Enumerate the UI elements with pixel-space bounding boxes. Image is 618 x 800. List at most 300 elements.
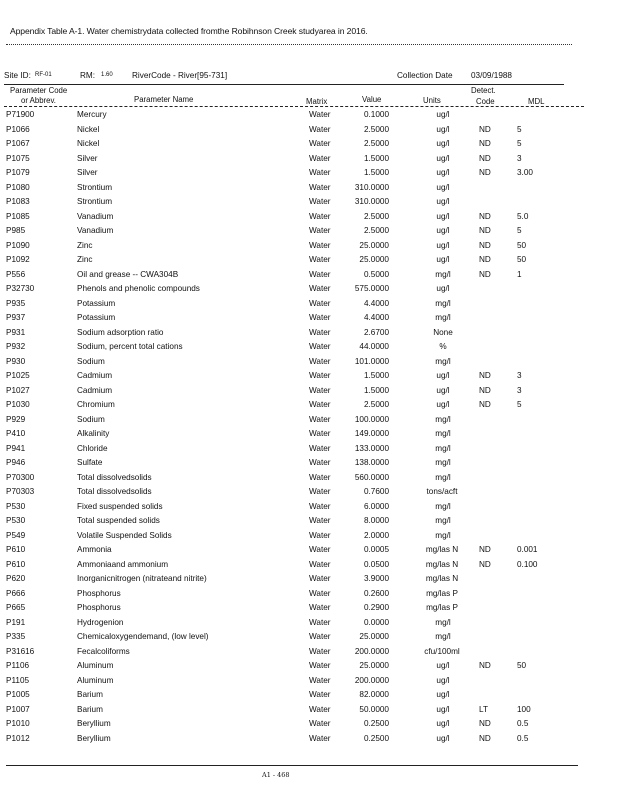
matrix-cell: Water (309, 269, 331, 279)
units-cell: mg/l (435, 472, 451, 482)
parameter-code-cell: P1010 (6, 719, 30, 728)
units-cell: ug/l (436, 385, 450, 395)
parameter-name-cell: Sodium (77, 414, 105, 424)
table-row (0, 589, 618, 604)
units-cell: ug/l (436, 211, 450, 221)
value-cell: 1.5000 (363, 385, 389, 395)
units-cell: % (439, 342, 447, 351)
table-row (0, 661, 618, 676)
parameter-code-cell: P1012 (6, 733, 30, 743)
parameter-name-cell: Phosphorus (77, 588, 121, 598)
units-cell: mg/l (435, 617, 451, 627)
units-cell: ug/l (436, 675, 450, 685)
units-cell: mg/l (435, 501, 451, 511)
detect-code-cell: ND (479, 719, 491, 728)
parameter-code-cell: P32730 (6, 284, 35, 293)
matrix-cell: Water (309, 110, 331, 119)
value-cell: 1.5000 (363, 371, 389, 380)
mdl-cell: 5 (517, 400, 522, 409)
units-cell: mg/l (435, 269, 451, 279)
units-cell: mg/l (435, 356, 451, 366)
matrix-cell: Water (309, 661, 331, 670)
table-row (0, 574, 618, 589)
detect-code-cell: ND (479, 400, 491, 409)
matrix-cell: Water (309, 255, 331, 264)
table-row (0, 632, 618, 647)
parameter-name-cell: Ammonia (77, 545, 112, 554)
parameter-code-cell: P1025 (6, 371, 30, 380)
matrix-cell: Water (309, 603, 331, 612)
value-cell: 50.0000 (359, 704, 389, 714)
units-cell: ug/l (436, 182, 450, 192)
value-cell: 0.2500 (363, 733, 389, 743)
table-row (0, 516, 618, 531)
header-mdl: MDL (528, 97, 545, 106)
mdl-cell: 3 (517, 371, 522, 380)
table-row (0, 284, 618, 299)
units-cell: ug/l (436, 124, 450, 134)
parameter-name-cell: Cadmium (77, 385, 113, 395)
value-cell: 2.5000 (363, 139, 389, 148)
units-cell: mg/las N (425, 545, 459, 554)
parameter-code-cell: P929 (6, 414, 26, 424)
value-cell: 25.0000 (359, 632, 389, 641)
parameter-code-cell: P946 (6, 458, 26, 467)
matrix-cell: Water (309, 458, 331, 467)
table-title: Appendix Table A-1. Water chemistrydata collected fromthe Robihnson Creek studyarea in 2016. (10, 26, 368, 36)
value-cell: 3.9000 (363, 574, 389, 583)
value-cell: 0.7600 (363, 487, 389, 496)
parameter-name-cell: Beryllium (77, 719, 111, 728)
parameter-name-cell: Sulfate (77, 458, 103, 467)
table-row (0, 226, 618, 241)
site-id-label: Site ID: (4, 71, 31, 80)
header-parameter-code: Parameter Code (10, 86, 68, 95)
matrix-cell: Water (309, 124, 331, 134)
parameter-name-cell: Inorganicnitrogen (nitrateand nitrite) (77, 574, 207, 583)
parameter-code-cell: P1105 (6, 675, 30, 685)
parameter-name-cell: Chloride (77, 443, 108, 453)
detect-code-cell: ND (479, 545, 491, 554)
matrix-cell: Water (309, 139, 331, 148)
table-row (0, 502, 618, 517)
footer-divider (6, 765, 578, 766)
mdl-cell: 50 (517, 661, 527, 670)
matrix-cell: Water (309, 385, 331, 395)
table-row (0, 444, 618, 459)
units-cell: tons/acft (426, 487, 458, 496)
parameter-name-cell: Alkalinity (77, 429, 110, 438)
mdl-cell: 0.5 (517, 719, 529, 728)
matrix-cell: Water (309, 617, 331, 627)
units-cell: ug/l (436, 255, 450, 264)
matrix-cell: Water (309, 704, 331, 714)
parameter-name-cell: Fixed suspended solids (77, 501, 163, 511)
matrix-cell: Water (309, 675, 331, 685)
value-cell: 575.0000 (354, 284, 389, 293)
table-row (0, 212, 618, 227)
table-row (0, 125, 618, 140)
matrix-cell: Water (309, 371, 331, 380)
parameter-code-cell: P1075 (6, 153, 30, 163)
value-cell: 25.0000 (359, 240, 389, 250)
table-row (0, 734, 618, 749)
table-row (0, 415, 618, 430)
parameter-code-cell: P31616 (6, 646, 35, 656)
units-cell: mg/l (435, 298, 451, 308)
mdl-cell: 5 (517, 139, 522, 148)
matrix-cell: Water (309, 429, 331, 438)
parameter-name-cell: Potassium (77, 298, 116, 308)
units-cell: mg/l (435, 458, 451, 467)
value-cell: 0.0500 (363, 559, 389, 569)
value-cell: 0.2900 (363, 603, 389, 612)
parameter-code-cell: P556 (6, 269, 26, 279)
units-cell: mg/l (435, 429, 451, 438)
units-cell: ug/l (436, 690, 450, 699)
matrix-cell: Water (309, 733, 331, 743)
parameter-code-cell: P610 (6, 559, 26, 569)
parameter-code-cell: P665 (6, 603, 26, 612)
mdl-cell: 50 (517, 255, 527, 264)
parameter-name-cell: Vanadium (77, 226, 114, 235)
parameter-code-cell: P1005 (6, 690, 30, 699)
matrix-cell: Water (309, 298, 331, 308)
parameter-code-cell: P335 (6, 632, 26, 641)
value-cell: 1.5000 (363, 153, 389, 163)
units-cell: cfu/100ml (424, 646, 460, 656)
matrix-cell: Water (309, 632, 331, 641)
table-row (0, 473, 618, 488)
parameter-name-cell: Total dissolvedsolids (77, 472, 152, 482)
value-cell: 149.0000 (354, 429, 389, 438)
detect-code-cell: ND (479, 153, 491, 163)
mdl-cell: 3 (517, 153, 522, 163)
table-row (0, 197, 618, 212)
matrix-cell: Water (309, 487, 331, 496)
parameter-code-cell: P530 (6, 501, 26, 511)
matrix-cell: Water (309, 574, 331, 583)
value-cell: 1.5000 (363, 168, 389, 177)
matrix-cell: Water (309, 211, 331, 221)
parameter-name-cell: Nickel (77, 139, 100, 148)
table-row (0, 560, 618, 575)
header-units: Units (423, 96, 441, 105)
units-cell: mg/l (435, 443, 451, 453)
parameter-code-cell: P935 (6, 298, 26, 308)
parameter-name-cell: Total suspended solids (77, 516, 160, 525)
detect-code-cell: ND (479, 255, 491, 264)
value-cell: 100.0000 (354, 414, 389, 424)
parameter-name-cell: Chromium (77, 400, 115, 409)
detect-code-cell: ND (479, 733, 491, 743)
value-cell: 0.1000 (363, 110, 389, 119)
table-row (0, 328, 618, 343)
matrix-cell: Water (309, 646, 331, 656)
value-cell: 0.2500 (363, 719, 389, 728)
parameter-name-cell: Total dissolvedsolids (77, 487, 152, 496)
table-row (0, 371, 618, 386)
header-parameter-name: Parameter Name (134, 95, 194, 104)
parameter-code-cell: P549 (6, 530, 26, 540)
units-cell: ug/l (436, 240, 450, 250)
units-cell: ug/l (436, 400, 450, 409)
value-cell: 2.5000 (363, 124, 389, 134)
matrix-cell: Water (309, 690, 331, 699)
parameter-code-cell: P1007 (6, 704, 30, 714)
parameter-name-cell: Silver (77, 168, 98, 177)
rm-label: RM: (80, 71, 96, 80)
units-cell: mg/l (435, 414, 451, 424)
matrix-cell: Water (309, 559, 331, 569)
parameter-code-cell: P937 (6, 313, 26, 322)
table-row (0, 255, 618, 270)
value-cell: 25.0000 (359, 255, 389, 264)
parameter-code-cell: P70303 (6, 487, 35, 496)
site-info-bar (4, 71, 564, 83)
units-cell: ug/l (436, 197, 450, 206)
parameter-name-cell: Phosphorus (77, 603, 121, 612)
value-cell: 200.0000 (354, 646, 389, 656)
matrix-cell: Water (309, 240, 331, 250)
units-cell: mg/las P (426, 603, 458, 612)
site-id-value: RF-01 (35, 72, 52, 78)
units-cell: ug/l (436, 110, 450, 119)
units-cell: mg/las N (425, 559, 459, 569)
parameter-code-cell: P931 (6, 327, 26, 337)
parameter-name-cell: Zinc (77, 255, 93, 264)
detect-code-cell: ND (479, 226, 491, 235)
mdl-cell: 3 (517, 385, 522, 395)
parameter-name-cell: Sodium adsorption ratio (77, 327, 164, 337)
units-cell: mg/l (435, 632, 451, 641)
matrix-cell: Water (309, 588, 331, 598)
parameter-code-cell: P666 (6, 588, 26, 598)
matrix-cell: Water (309, 356, 331, 366)
detect-code-cell: ND (479, 661, 491, 670)
value-cell: 0.2600 (363, 588, 389, 598)
value-cell: 138.0000 (354, 458, 389, 467)
mdl-cell: 3.00 (517, 168, 533, 177)
value-cell: 6.0000 (363, 501, 389, 511)
table-row (0, 545, 618, 560)
parameter-code-cell: P191 (6, 617, 26, 627)
parameter-code-cell: P932 (6, 342, 26, 351)
mdl-cell: 1 (517, 269, 522, 279)
header-detect-code: Code (476, 97, 495, 106)
units-cell: ug/l (436, 284, 450, 293)
parameter-code-cell: P1090 (6, 240, 30, 250)
parameter-code-cell: P530 (6, 516, 26, 525)
mdl-cell: 50 (517, 240, 527, 250)
matrix-cell: Water (309, 342, 331, 351)
table-row (0, 603, 618, 618)
value-cell: 25.0000 (359, 661, 389, 670)
parameter-code-cell: P1066 (6, 124, 30, 134)
matrix-cell: Water (309, 530, 331, 540)
value-cell: 560.0000 (354, 472, 389, 482)
matrix-cell: Water (309, 472, 331, 482)
header-detect: Detect. (471, 86, 496, 95)
value-cell: 2.5000 (363, 400, 389, 409)
detect-code-cell: ND (479, 211, 491, 221)
detect-code-cell: ND (479, 139, 491, 148)
value-cell: 2.0000 (363, 530, 389, 540)
detect-code-cell: ND (479, 371, 491, 380)
units-cell: ug/l (436, 168, 450, 177)
parameter-name-cell: Zinc (77, 240, 93, 250)
collection-date-label: Collection Date (397, 71, 453, 80)
dotted-divider (6, 44, 572, 45)
matrix-cell: Water (309, 182, 331, 192)
matrix-cell: Water (309, 168, 331, 177)
units-cell: mg/l (435, 530, 451, 540)
value-cell: 310.0000 (354, 197, 389, 206)
value-cell: 82.0000 (359, 690, 389, 699)
parameter-name-cell: Beryllium (77, 733, 111, 743)
table-row (0, 618, 618, 633)
value-cell: 8.0000 (363, 516, 389, 525)
parameter-name-cell: Nickel (77, 124, 100, 134)
table-row (0, 241, 618, 256)
units-cell: ug/l (436, 661, 450, 670)
table-row (0, 183, 618, 198)
mdl-cell: 0.5 (517, 733, 529, 743)
mdl-cell: 100 (517, 704, 531, 714)
parameter-code-cell: P1067 (6, 139, 30, 148)
detect-code-cell: ND (479, 385, 491, 395)
header-dashed-divider (4, 106, 584, 107)
parameter-name-cell: Barium (77, 704, 103, 714)
parameter-name-cell: Silver (77, 153, 98, 163)
units-cell: ug/l (436, 226, 450, 235)
parameter-name-cell: Mercury (77, 110, 107, 119)
parameter-code-cell: P1080 (6, 182, 30, 192)
units-cell: mg/l (435, 313, 451, 322)
table-row (0, 487, 618, 502)
table-row (0, 168, 618, 183)
matrix-cell: Water (309, 313, 331, 322)
matrix-cell: Water (309, 414, 331, 424)
units-cell: mg/las P (426, 588, 458, 598)
parameter-name-cell: Barium (77, 690, 103, 699)
value-cell: 4.4000 (363, 313, 389, 322)
page-number: A1 - 468 (262, 771, 290, 779)
parameter-name-cell: Vanadium (77, 211, 114, 221)
table-row (0, 690, 618, 705)
units-cell: ug/l (436, 371, 450, 380)
value-cell: 101.0000 (354, 356, 389, 366)
value-cell: 2.5000 (363, 211, 389, 221)
parameter-name-cell: Phenols and phenolic compounds (77, 284, 200, 293)
parameter-name-cell: Ammoniaand ammonium (77, 559, 169, 569)
parameter-name-cell: Potassium (77, 313, 116, 322)
mdl-cell: 0.001 (517, 545, 538, 554)
parameter-code-cell: P70300 (6, 472, 35, 482)
value-cell: 44.0000 (359, 342, 389, 351)
mdl-cell: 5 (517, 124, 522, 134)
table-row (0, 299, 618, 314)
matrix-cell: Water (309, 327, 331, 337)
matrix-cell: Water (309, 400, 331, 409)
matrix-cell: Water (309, 719, 331, 728)
units-cell: ug/l (436, 139, 450, 148)
detect-code-cell: ND (479, 168, 491, 177)
parameter-name-cell: Aluminum (77, 661, 114, 670)
parameter-code-cell: P1083 (6, 197, 30, 206)
parameter-code-cell: P930 (6, 356, 26, 366)
table-row (0, 458, 618, 473)
table-row (0, 400, 618, 415)
table-row (0, 531, 618, 546)
detect-code-cell: ND (479, 124, 491, 134)
mdl-cell: 5.0 (517, 211, 529, 221)
parameter-code-cell: P1030 (6, 400, 30, 409)
site-divider (4, 84, 564, 85)
table-row (0, 313, 618, 328)
table-row (0, 647, 618, 662)
table-row (0, 270, 618, 285)
table-row (0, 676, 618, 691)
matrix-cell: Water (309, 443, 331, 453)
parameter-code-cell: P610 (6, 545, 26, 554)
value-cell: 310.0000 (354, 182, 389, 192)
parameter-name-cell: Hydrogenion (77, 617, 124, 627)
rm-value: 1.60 (101, 72, 113, 78)
header-value: Value (362, 95, 382, 104)
value-cell: 200.0000 (354, 675, 389, 685)
table-row (0, 154, 618, 169)
parameter-code-cell: P1027 (6, 385, 30, 395)
matrix-cell: Water (309, 226, 331, 235)
header-abbrev: or Abbrev. (21, 96, 56, 105)
value-cell: 133.0000 (354, 443, 389, 453)
detect-code-cell: LT (479, 704, 488, 714)
mdl-cell: 0.100 (517, 559, 538, 569)
data-table-body (0, 110, 618, 748)
parameter-name-cell: Chemicaloxygendemand, (low level) (77, 632, 209, 641)
river-code: RiverCode - River[95-731] (132, 71, 228, 80)
table-row (0, 139, 618, 154)
parameter-name-cell: Aluminum (77, 675, 114, 685)
parameter-name-cell: Sodium, percent total cations (77, 342, 183, 351)
units-cell: ug/l (436, 153, 450, 163)
units-cell: ug/l (436, 733, 450, 743)
value-cell: 0.0000 (363, 617, 389, 627)
parameter-code-cell: P1106 (6, 661, 30, 670)
parameter-code-cell: P71900 (6, 110, 35, 119)
collection-date-value: 03/09/1988 (471, 71, 512, 80)
detect-code-cell: ND (479, 559, 491, 569)
units-cell: None (433, 327, 453, 337)
matrix-cell: Water (309, 501, 331, 511)
value-cell: 2.5000 (363, 226, 389, 235)
parameter-name-cell: Cadmium (77, 371, 113, 380)
detect-code-cell: ND (479, 269, 491, 279)
matrix-cell: Water (309, 516, 331, 525)
table-row (0, 110, 618, 125)
value-cell: 2.6700 (363, 327, 389, 337)
parameter-code-cell: P1079 (6, 168, 30, 177)
value-cell: 4.4000 (363, 298, 389, 308)
matrix-cell: Water (309, 197, 331, 206)
table-row (0, 357, 618, 372)
value-cell: 0.0005 (363, 545, 389, 554)
matrix-cell: Water (309, 284, 331, 293)
parameter-code-cell: P1085 (6, 211, 30, 221)
parameter-name-cell: Strontium (77, 182, 113, 192)
parameter-code-cell: P410 (6, 429, 26, 438)
